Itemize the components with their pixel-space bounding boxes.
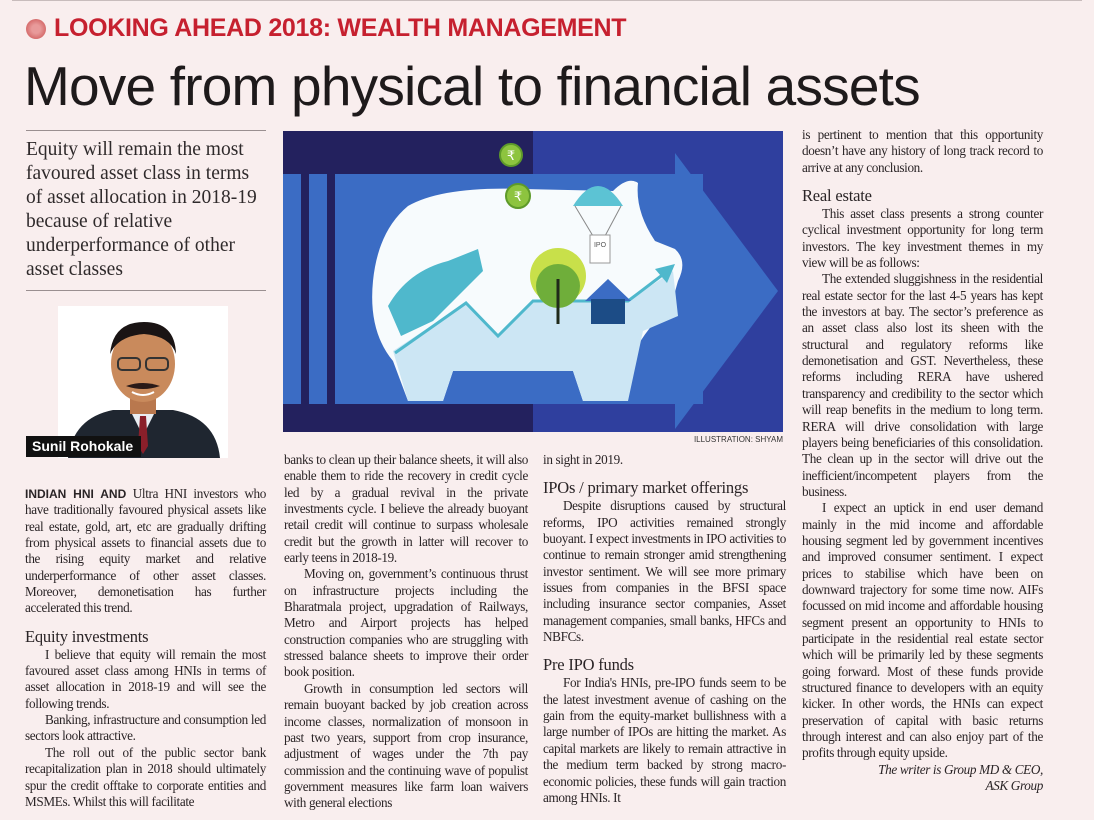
article-column-2 — [284, 452, 528, 812]
paragraph: I believe that equity will remain the most favoured asset class among HNIs in terms of asset allocation in 2018-19 and will see the following trends. — [25, 646, 266, 711]
quote-rule-top — [26, 130, 266, 131]
paragraph: I expect an uptick in end user demand mainly in the mid income and affordable housing segment led by government incentives and improved consumer sentiment. I expect prices to stabilise which have been on downward trajectory for some time now. AIFs focussed on mid income and affordable housing segment present an opportunity to HNIs to participate in the residential real estate sector which will be primarily led by these segments going forward. Most of these funds provide structured finance to developers with an equity kicker. In other words, the HNIs can expect preservation of capital with basic returns through interest and can also enjoy part of the profits through equity upside. — [802, 500, 1043, 761]
article-column-1 — [25, 486, 266, 810]
article-column-4 — [802, 127, 1043, 794]
svg-text:₹: ₹ — [513, 190, 523, 205]
section-heading: Real estate — [802, 186, 872, 206]
paragraph: in sight in 2019. — [543, 452, 623, 467]
paragraph: This asset class presents a strong counter cyclical investment opportunity for long term investors. The key investment themes in my view will be as follows: — [802, 206, 1043, 271]
section-kicker — [26, 14, 626, 43]
section-heading: Equity investments — [25, 626, 149, 646]
illustration-credit: ILLUSTRATION: SHYAM — [693, 435, 783, 444]
quote-rule-bottom — [26, 290, 266, 291]
paragraph: is pertinent to mention that this opportunity doesn’t have any history of long track record to arrive at any conclusion. — [802, 127, 1043, 175]
author-signature: The writer is Group MD & CEO, ASK Group — [878, 761, 1043, 794]
paragraph: The extended sluggishness in the residential real estate sector for the last 4-5 years has kept the investors at bay. The sector’s preference as an asset class also lost its sheen with the structural and regulatory reforms like demonetisation and GST. Nevertheless, these reforms including RERA have ushered transparency and credibility to the sector which will reap benefits in the medium to long term. RERA will drive consolidation with large players being beneficiaries of this consolidation. The clean up in the sector will drive out the inefficient/incompetent players from the business. — [802, 271, 1043, 499]
paragraph: Despite disruptions caused by structural reforms, IPO activities remained strongly buoyant. I expect investments in IPO activities to continue to remain stronger amid strengthening investor sentiment. We will see more primary issues from companies in the BFSI space including insurance sector companies, Asset management companies, small banks, HFCs and NBFCs. — [543, 498, 786, 645]
section-heading: Pre IPO funds — [543, 655, 634, 675]
paragraph: Banking, infrastructure and consumption led sectors look attractive. — [25, 712, 266, 744]
headline: Move from physical to financial assets — [24, 55, 920, 117]
paragraph: The roll out of the public sector bank recapitalization plan in 2018 should ultimately spur the credit offtake to corporate entities and MSMEs. Whilst this will facilitate — [25, 744, 266, 809]
paragraph: For India's HNIs, pre-IPO funds seem to be the latest investment avenue of cashing on the gain from the equity-market bullishness with a large number of IPOs are hitting the market. As capital markets are likely to remain attractive in the medium term backed by strong macro-economic policies, these funds will gain traction among HNIs. It — [543, 675, 786, 805]
lead-in: INDIAN HNI AND — [25, 487, 127, 501]
paragraph: banks to clean up their balance sheets, it will also enable them to ride the recovery in credit cycle led by a gradual revival in the private investments cycle. I believe the already buoyant retail credit will continue to surpass wholesale credit but the growth in latter will recover to early teens in 2018-19. — [284, 452, 528, 566]
paragraph: Growth in consumption led sectors will remain buoyant backed by job creation across income classes, normalization of monsoon in past two years, support from crop insurance, adjustment of wages under the 7th pay commission and the continuing wave of populist government measures like farm loan waivers with general elections — [284, 680, 528, 811]
illustration — [283, 131, 783, 432]
author-name-label: Sunil Rohokale — [26, 436, 141, 457]
article-column-3 — [543, 452, 786, 806]
top-border — [12, 0, 1082, 1]
intro-paragraph: INDIAN HNI AND Ultra HNI investors who have traditionally favoured physical assets like real estate, gold, art, etc are gradually drifting from physical assets to financial assets due to the rising equity market and relative underperformance of other asset classes. Moreover, demonetisation has further accelerated this trend. — [25, 486, 267, 616]
bullet-dot-icon — [26, 19, 46, 39]
pull-quote: Equity will remain the most favoured asset class in terms of asset allocation in 2018-19 because of relative underperformance of other asset classes — [26, 139, 257, 280]
kicker-text: LOOKING AHEAD 2018: WEALTH MANAGEMENT — [54, 14, 627, 42]
svg-text:IPO: IPO — [593, 242, 607, 249]
section-heading: IPOs / primary market offerings — [543, 478, 749, 498]
svg-text:₹: ₹ — [506, 149, 516, 164]
paragraph: Moving on, government’s continuous thrust on infrastructure projects including the Bharatmala project, upgradation of Railways, Metro and Airport projects has helped construction companies who are struggling with stressed balance sheets to improve their order book position. — [284, 566, 528, 680]
